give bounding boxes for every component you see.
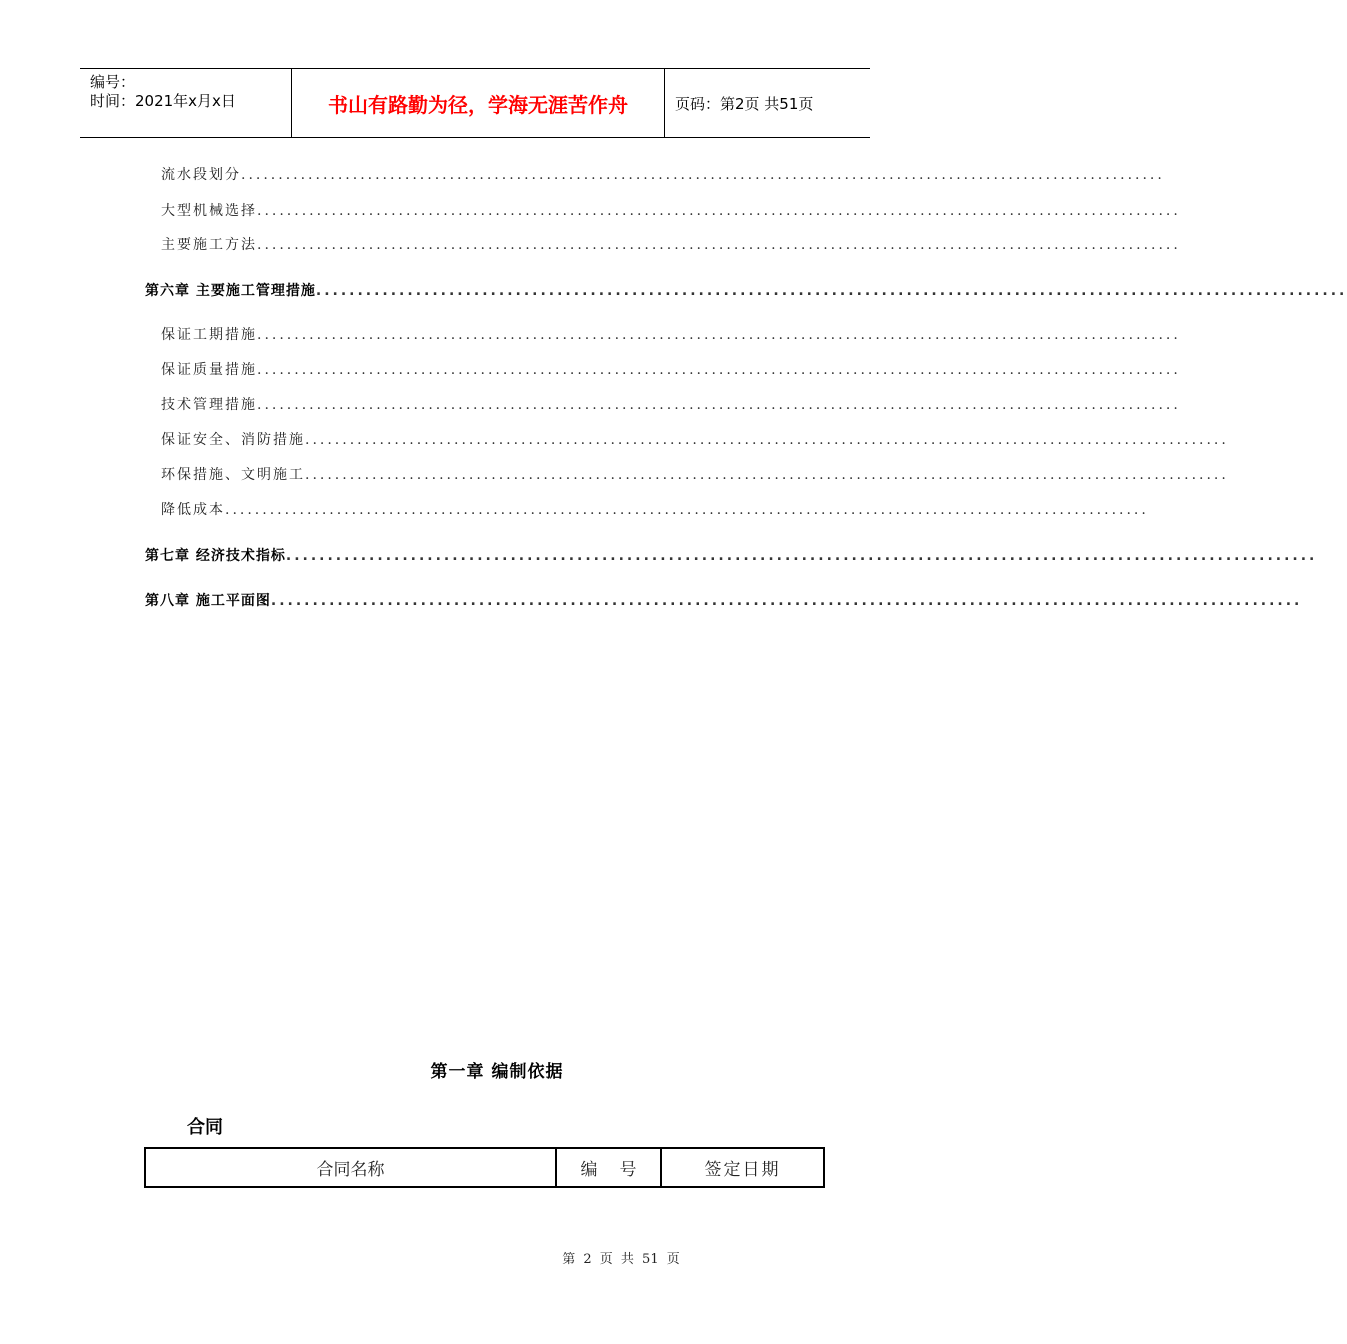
toc-leader-dots: ............................................................................................................................ [305,432,1229,448]
table-header-sign-date: 签定日期 [704,1160,781,1180]
toc-entry-label: 保证安全、消防措施 [161,432,305,448]
toc-leader-dots: ............................................................................................................................ [257,203,1181,219]
toc-leader-dots: ............................................................................................................................ [270,593,1303,609]
toc-entry[interactable] [161,200,1181,220]
toc-entry[interactable] [161,234,1181,254]
toc-leader-dots: ............................................................................................................................ [285,548,1318,564]
toc-entry-label: 流水段划分 [161,167,241,183]
section-title: 合同 [187,1117,223,1138]
toc-entry[interactable] [161,464,1229,484]
toc-leader-dots: ............................................................................................................................ [225,502,1149,518]
toc-chapter-label: 第六章 主要施工管理措施 [145,283,316,299]
toc-leader-dots: ............................................................................................................................ [241,167,1165,183]
contract-table [144,1147,825,1188]
toc-entry[interactable] [161,429,1229,449]
toc-entry-label: 保证质量措施 [161,362,257,378]
header-meta [80,69,292,137]
page-footer: 第 2 页 共 51 页 [562,1252,680,1267]
toc-chapter[interactable] [145,590,1303,610]
toc-entry[interactable] [161,499,1149,519]
toc-leader-dots: ............................................................................................................................ [257,327,1181,343]
toc-leader-dots: ............................................................................................................................ [257,362,1181,378]
toc-entry-label: 降低成本 [161,502,225,518]
code-label: 编号： [90,73,136,91]
time-label: 时间：2021年x月x日 [90,92,236,110]
toc-leader-dots: ............................................................................................................................ [257,397,1181,413]
toc-entry[interactable] [161,394,1181,414]
toc-leader-dots: ............................................................................................................................ [305,467,1229,483]
toc-entry[interactable] [161,324,1181,344]
table-header-contract-name: 合同名称 [146,1149,557,1186]
toc-leader-dots: ............................................................................................................................ [257,237,1181,253]
toc-chapter[interactable] [145,545,1318,565]
toc-entry-label: 大型机械选择 [161,203,257,219]
toc-entry-label: 保证工期措施 [161,327,257,343]
page-header [80,68,870,138]
toc-chapter-label: 第八章 施工平面图 [145,593,271,609]
chapter-title: 第一章 编制依据 [430,1062,564,1082]
toc-entry[interactable] [161,359,1181,379]
header-motto: 书山有路勤为径，学海无涯苦作舟 [292,69,665,137]
toc-chapter[interactable] [145,280,1347,300]
toc-entry-label: 技术管理措施 [161,397,257,413]
toc-chapter-label: 第七章 经济技术指标 [145,548,286,564]
table-header-number: 编号 [557,1149,662,1186]
toc-entry[interactable] [161,164,1165,184]
toc-leader-dots: ............................................................................................................................ [315,283,1347,299]
toc-entry-label: 主要施工方法 [161,237,257,253]
header-page-info: 页码：第2页 共51页 [675,94,814,113]
toc-entry-label: 环保措施、文明施工 [161,467,305,483]
